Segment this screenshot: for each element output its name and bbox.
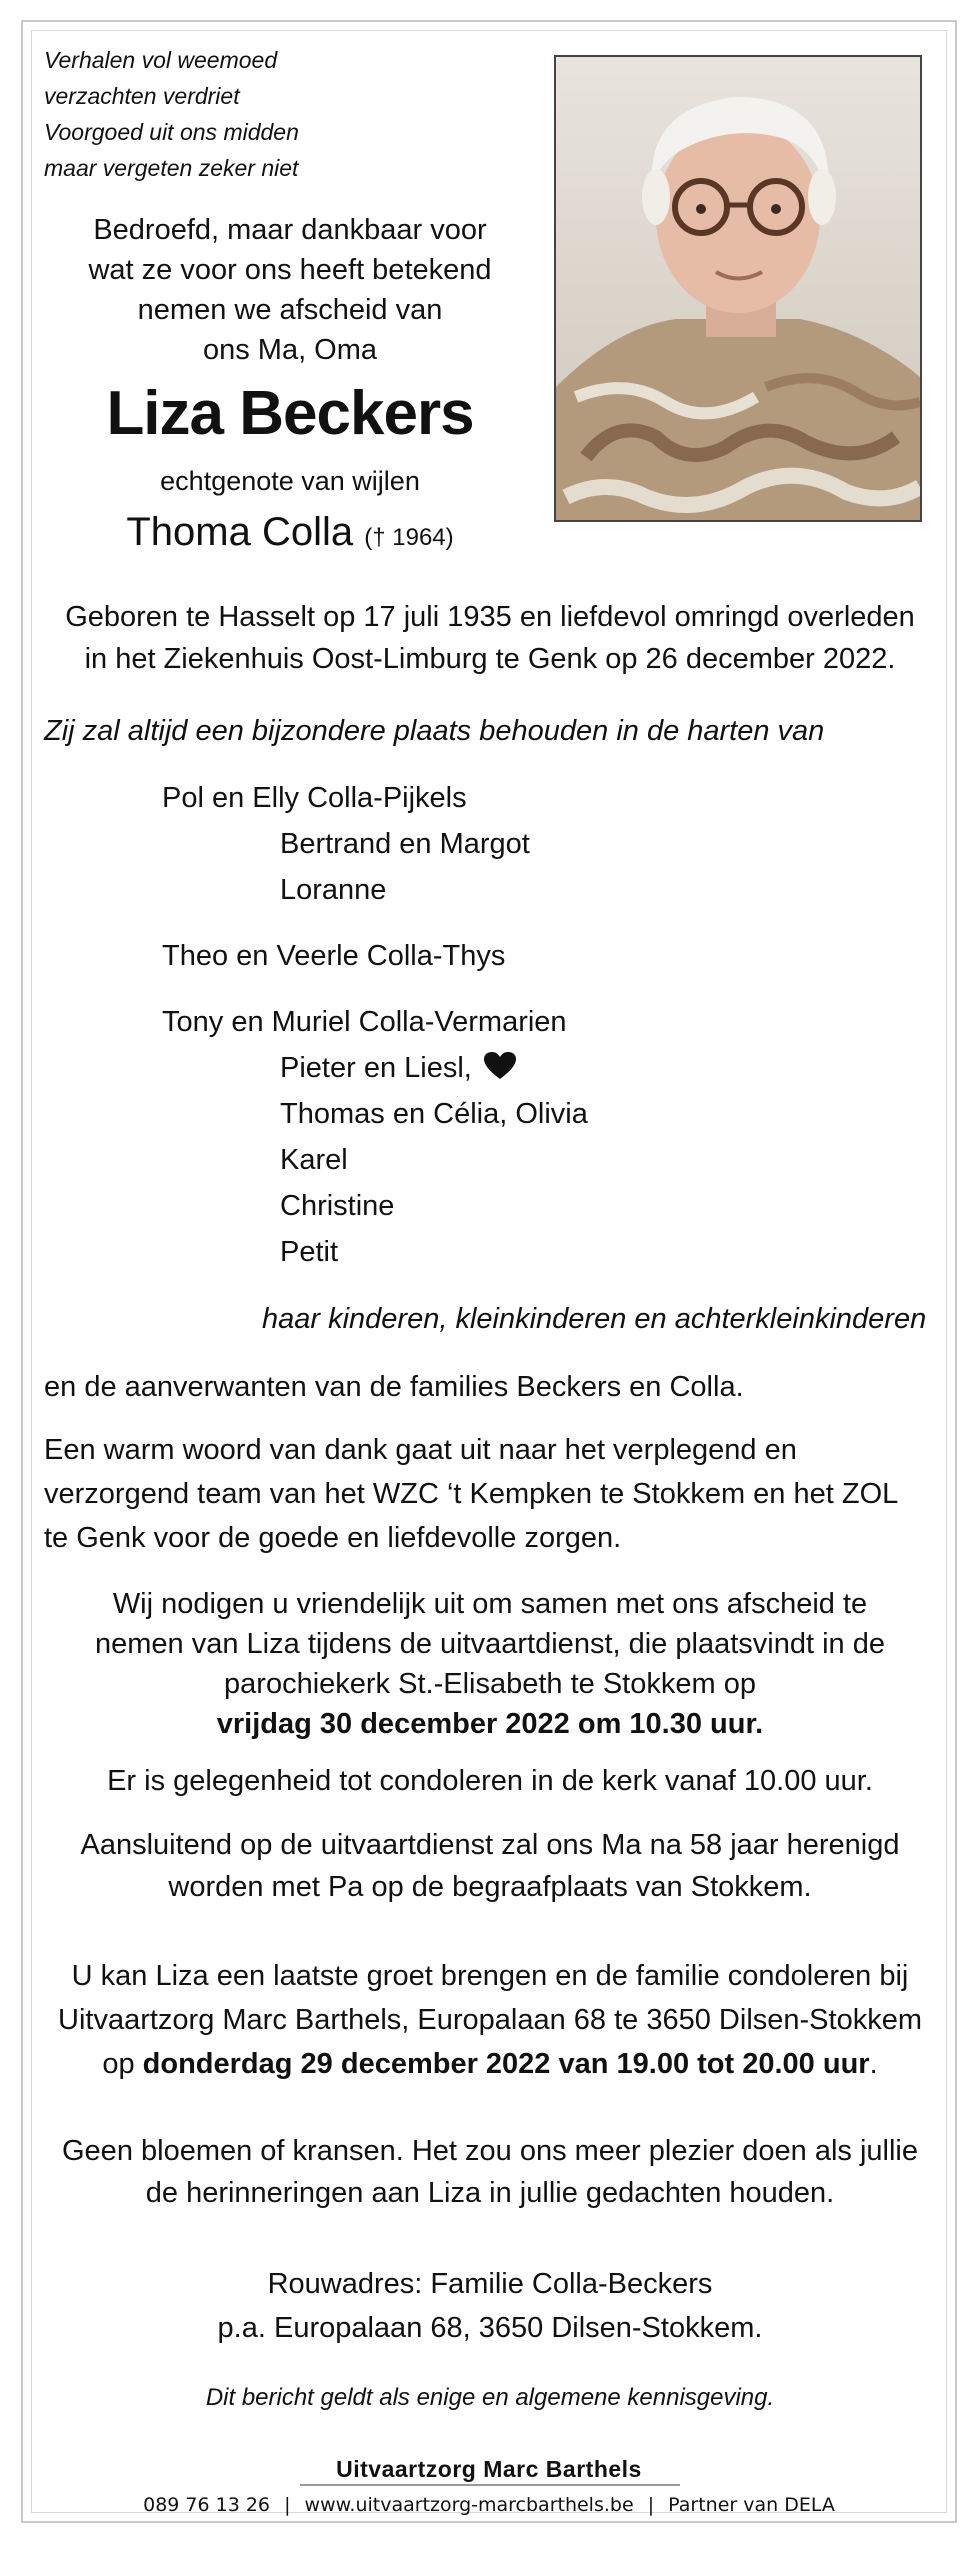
- spouse-death-year: († 1964): [364, 524, 454, 551]
- visit-line: U kan Liza een laatste groet brengen en de familie condoleren bij: [71, 1960, 909, 1992]
- intro-line: wat ze voor ons heeft betekend: [88, 254, 492, 286]
- visit-prefix: op: [102, 2048, 135, 2080]
- footer-partner: Partner van DELA: [668, 2494, 835, 2516]
- spouse-name: Thoma Colla: [126, 510, 354, 554]
- footer-divider: [300, 2484, 680, 2486]
- family-member: Pol en Elly Colla-Pijkels: [162, 782, 467, 814]
- poem: [44, 42, 344, 186]
- burial-text: [30, 1824, 950, 1908]
- deceased-name: Liza Beckers: [106, 379, 474, 448]
- family-member: Bertrand en Margot: [280, 828, 530, 860]
- condolence-church-text: Er is gelegenheid tot condoleren in de kerk vanaf 10.00 uur.: [107, 1765, 873, 1797]
- visit-line: Uitvaartzorg Marc Barthels, Europalaan 68 te 3650 Dilsen-Stokkem: [58, 2004, 922, 2036]
- family-member: Thomas en Célia, Olivia: [280, 1098, 588, 1130]
- footer-separator: |: [284, 2494, 291, 2516]
- poem-line: Verhalen vol weemoed: [44, 47, 278, 73]
- poem-line: verzachten verdriet: [44, 83, 240, 109]
- family-member-with-heart: [280, 1052, 516, 1085]
- notice-text: Dit bericht geldt als enige en algemene kennisgeving.: [205, 2384, 775, 2411]
- intro-line: nemen we afscheid van: [137, 294, 443, 326]
- family-member: Christine: [280, 1190, 395, 1222]
- footer-company: Uitvaartzorg Marc Barthels: [336, 2456, 642, 2482]
- portrait-photo: [554, 55, 922, 522]
- invite-line: parochiekerk St.-Elisabeth te Stokkem op: [224, 1668, 756, 1700]
- visit-suffix: .: [869, 2048, 878, 2080]
- visit-text: [30, 1954, 950, 2086]
- flowers-line: de herinneringen aan Liza in jullie gedachten houden.: [145, 2177, 835, 2209]
- footer-separator: |: [647, 2494, 655, 2516]
- visit-date-line: [30, 2042, 950, 2086]
- birth-death-line: in het Ziekenhuis Oost-Limburg te Genk op 26 december 2022.: [84, 643, 896, 675]
- heart-icon: [484, 1052, 516, 1080]
- mourning-address: [30, 2262, 950, 2350]
- visit-date: donderdag 29 december 2022 van 19.00 tot 20.00 uur: [142, 2048, 870, 2080]
- flowers-text: [30, 2130, 950, 2214]
- thanks-line: te Genk voor de goede en liefdevolle zorgen.: [44, 1522, 622, 1554]
- family-member: Tony en Muriel Colla-Vermarien: [162, 1006, 567, 1038]
- family-member: Loranne: [280, 874, 387, 906]
- birth-death-line: Geboren te Hasselt op 17 juli 1935 en liefdevol omringd overleden: [65, 601, 915, 633]
- spouse-line: [40, 510, 540, 555]
- invite-date: vrijdag 30 december 2022 om 10.30 uur.: [216, 1708, 764, 1740]
- footer-phone: 089 76 13 26: [143, 2494, 271, 2516]
- thanks-line: Een warm woord van dank gaat uit naar het verplegend en: [44, 1434, 797, 1466]
- family-summary: haar kinderen, kleinkinderen en achterkleinkinderen: [262, 1303, 927, 1335]
- invite-text: [30, 1584, 950, 1744]
- thanks-text: [44, 1428, 944, 1560]
- flowers-line: Geen bloemen of kransen. Het zou ons meer plezier doen als jullie: [62, 2135, 918, 2167]
- footer-website-link[interactable]: www.uitvaartzorg-marcbarthels.be: [304, 2494, 634, 2516]
- invite-line: nemen van Liza tijdens de uitvaartdienst, die plaatsvindt in de: [95, 1628, 885, 1660]
- spouse-label: echtgenote van wijlen: [160, 466, 420, 496]
- burial-line: Aansluitend op de uitvaartdienst zal ons Ma na 58 jaar herenigd: [80, 1829, 900, 1861]
- intro-line: ons Ma, Oma: [202, 334, 378, 366]
- footer-contact: [24, 2494, 954, 2516]
- invite-line: Wij nodigen u vriendelijk uit om samen met ons afscheid te: [112, 1588, 868, 1620]
- intro-line: Bedroefd, maar dankbaar voor: [93, 214, 487, 246]
- intro-text: [40, 210, 540, 370]
- address-line: p.a. Europalaan 68, 3650 Dilsen-Stokkem.: [217, 2312, 763, 2344]
- family-member: Theo en Veerle Colla-Thys: [162, 940, 506, 972]
- burial-line: worden met Pa op de begraafplaats van Stokkem.: [168, 1871, 812, 1903]
- family-member: Pieter en Liesl,: [280, 1052, 472, 1084]
- family-member: Petit: [280, 1236, 339, 1268]
- family-member: Karel: [280, 1144, 348, 1176]
- address-line: Rouwadres: Familie Colla-Beckers: [267, 2268, 713, 2300]
- relatives-text: en de aanverwanten van de families Beckers en Colla.: [44, 1371, 744, 1403]
- heart-line: Zij zal altijd een bijzondere plaats behouden in de harten van: [44, 715, 825, 747]
- thanks-line: verzorgend team van het WZC ‘t Kempken te Stokkem en het ZOL: [44, 1478, 899, 1510]
- poem-line: maar vergeten zeker niet: [44, 155, 299, 181]
- poem-line: Voorgoed uit ons midden: [44, 119, 299, 145]
- portrait-illustration: [556, 57, 920, 520]
- birth-death-text: [30, 596, 950, 680]
